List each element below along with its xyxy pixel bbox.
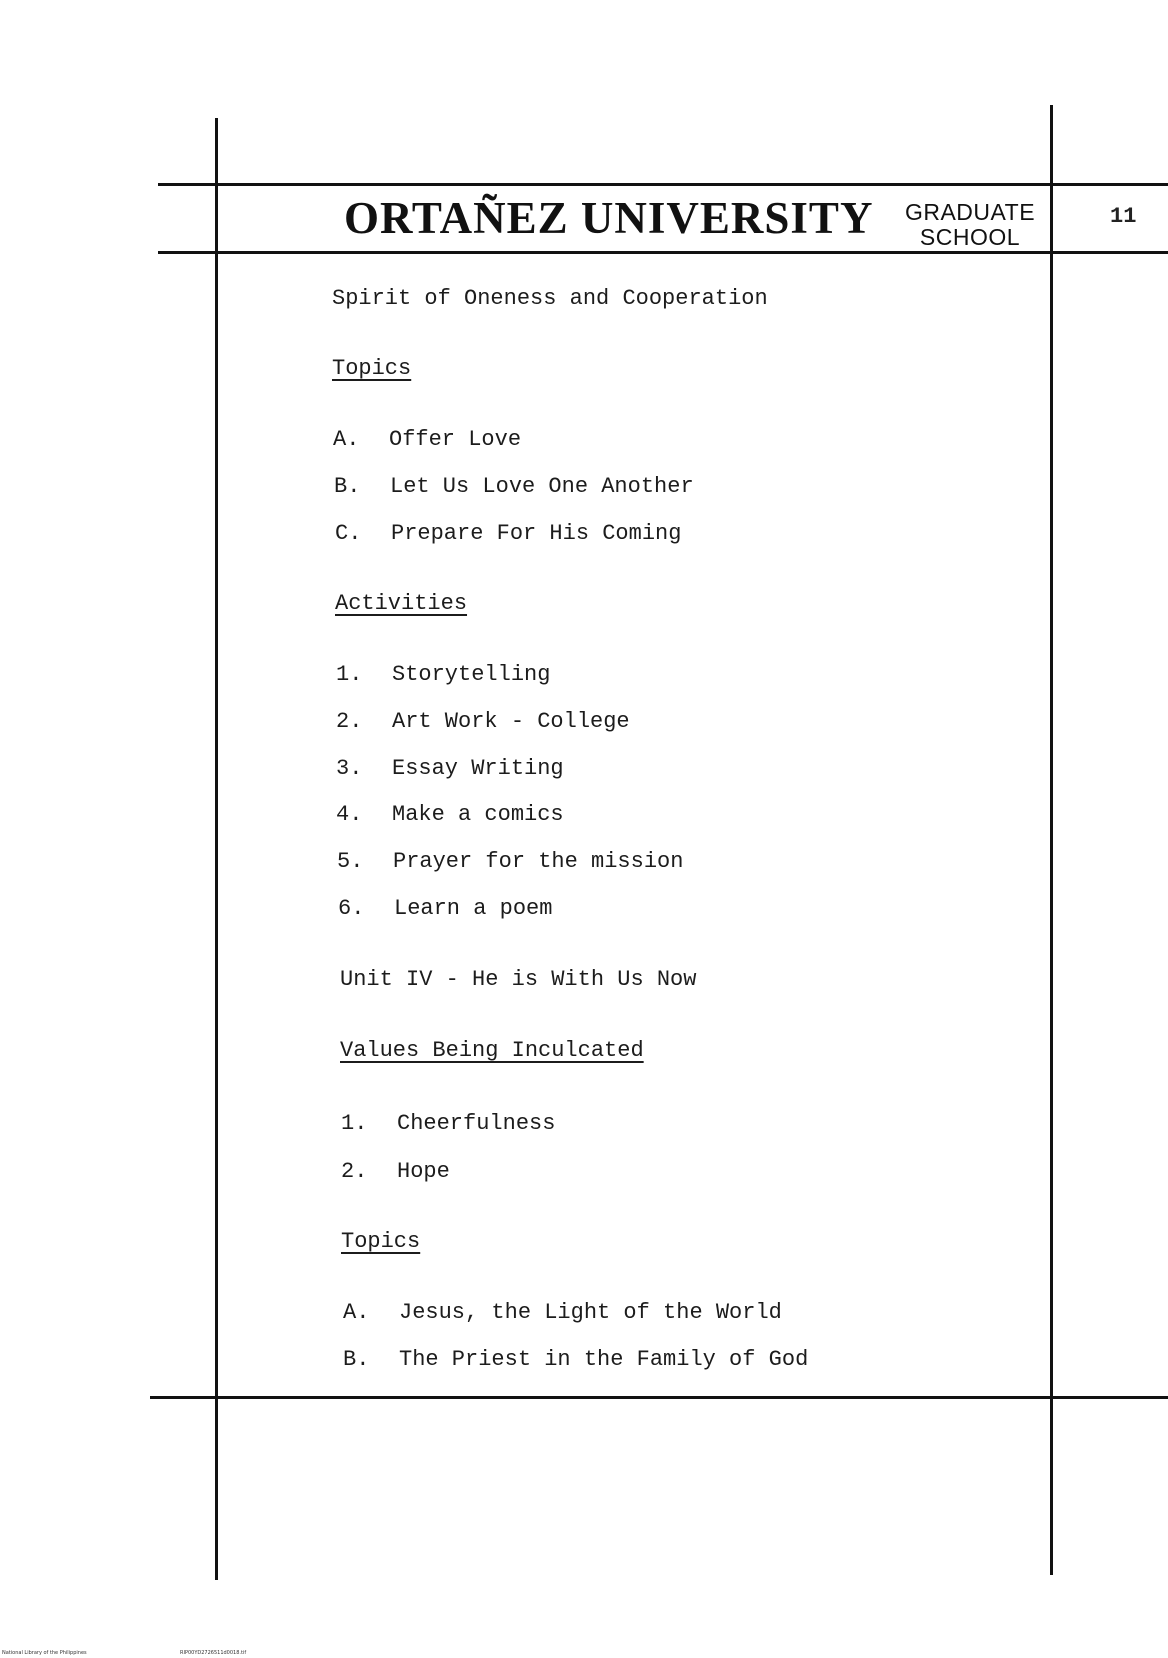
list-marker: A. [343, 1300, 370, 1325]
list-item [335, 521, 681, 546]
list-text: Cheerfulness [397, 1111, 556, 1136]
topics-heading: Topics [341, 1229, 421, 1254]
list-text: Prayer for the mission [393, 849, 684, 874]
list-marker: C. [335, 521, 362, 546]
list-text: Hope [397, 1159, 450, 1184]
list-text: Prepare For His Coming [391, 521, 682, 546]
list-marker: 2. [336, 709, 363, 734]
page-number: 11 [1110, 204, 1137, 229]
activities-heading: Activities [335, 591, 468, 616]
list-marker: 6. [338, 896, 365, 921]
values-heading: Values Being Inculcated [340, 1038, 644, 1063]
unit-title: Unit IV - He is With Us Now [340, 967, 697, 992]
list-text: Storytelling [392, 662, 551, 687]
right-margin-rule [1050, 105, 1053, 1575]
list-text: Let Us Love One Another [390, 474, 694, 499]
list-marker: 5. [337, 849, 364, 874]
list-item [334, 474, 694, 499]
list-marker: B. [334, 474, 361, 499]
list-marker: 1. [336, 662, 363, 687]
header-top-rule [158, 183, 1168, 186]
list-item [336, 756, 564, 781]
list-item [341, 1159, 450, 1184]
list-text: Jesus, the Light of the World [399, 1300, 782, 1325]
section-title: Spirit of Oneness and Cooperation [332, 286, 768, 311]
list-marker: B. [343, 1347, 370, 1372]
graduate-label-line1: GRADUATE [904, 199, 1036, 225]
list-item [336, 802, 564, 827]
university-name: ORTAÑEZ UNIVERSITY [344, 193, 874, 243]
list-item [338, 896, 552, 921]
left-margin-rule [215, 118, 218, 1580]
list-marker: 3. [336, 756, 363, 781]
list-item [343, 1300, 782, 1325]
topics-heading: Topics [332, 356, 412, 381]
list-marker: 4. [336, 802, 363, 827]
list-text: Make a comics [392, 802, 564, 827]
footer-rule [150, 1396, 1168, 1399]
list-item [336, 709, 630, 734]
list-text: Offer Love [389, 427, 522, 452]
list-item [333, 427, 521, 452]
list-item [343, 1347, 808, 1372]
list-item [336, 662, 550, 687]
list-text: Art Work - College [392, 709, 630, 734]
list-text: Essay Writing [392, 756, 564, 781]
list-item [337, 849, 683, 874]
list-marker: 1. [341, 1111, 368, 1136]
list-marker: 2. [341, 1159, 368, 1184]
graduate-label-line2: SCHOOL [919, 224, 1021, 250]
list-text: Learn a poem [394, 896, 553, 921]
scan-filename: RIP00YD2726511d0018.tif [180, 1650, 247, 1656]
list-item [341, 1111, 555, 1136]
header-bottom-rule [158, 251, 1168, 254]
library-credit: National Library of the Philippines [2, 1650, 87, 1656]
graduate-school-label [890, 200, 1050, 250]
list-marker: A. [333, 427, 360, 452]
list-text: The Priest in the Family of God [399, 1347, 809, 1372]
